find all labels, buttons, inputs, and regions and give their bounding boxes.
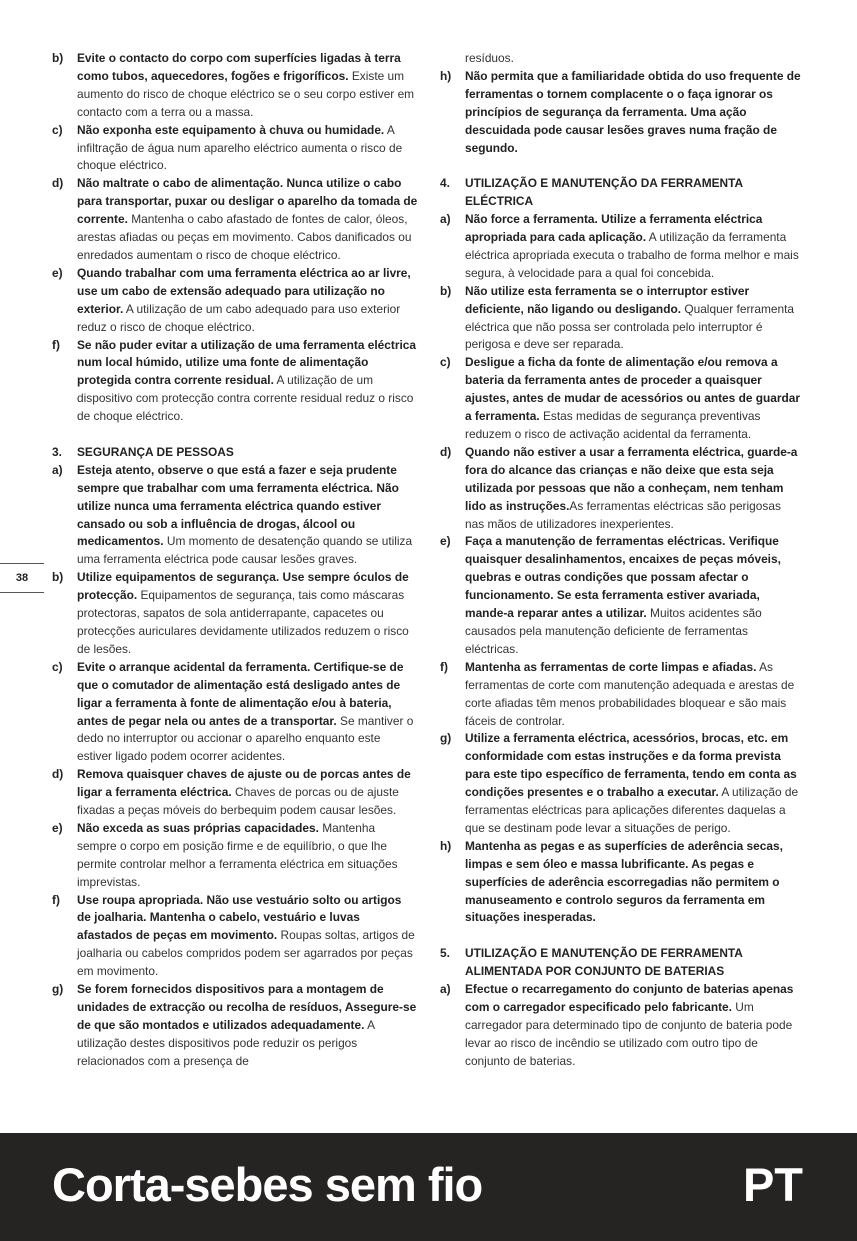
list-item: [52, 50, 418, 122]
item-bold-text: Se forem fornecidos dispositivos para a montagem de unidades de extracção ou recolha de resíduos, Assegure-se de que são montados e utilizados adequadamente.: [77, 982, 417, 1032]
item-label: d): [52, 767, 64, 782]
item-bold-text: Evite o contacto do corpo com superfícies ligadas à terra como tubos, aquecedores, fogões e frigoríficos.: [77, 51, 401, 83]
item-label: [440, 50, 465, 68]
right-column: [440, 50, 802, 1071]
section-gap: [440, 927, 802, 945]
item-text: [77, 981, 418, 1071]
item-bold-text: Não maltrate o cabo de alimentação. Nunca utilize o cabo para transportar, puxar ou desligar o aparelho da tomada de corrente.: [77, 176, 418, 227]
item-label: c): [52, 122, 63, 137]
list-item: [440, 68, 802, 158]
item-label: a): [440, 212, 451, 227]
item-label: f): [52, 892, 60, 907]
item-text: [465, 730, 802, 837]
item-bold-text: Esteja atento, observe o que está a fazer e seja prudente sempre que trabalhar com uma ferramenta eléctrica. Não utilize nunca uma ferramenta eléctrica quando estiver cansado ou sob a influência de drogas, álcool ou medicamentos.: [77, 462, 399, 549]
item-text: [465, 444, 802, 534]
item-body-text: Existe um aumento do risco de choque eléctrico se o seu corpo estiver em contacto com a terra ou a massa.: [77, 68, 415, 119]
item-text: [77, 892, 418, 982]
item-label: h): [440, 68, 452, 83]
list-item: [52, 337, 418, 427]
list-item: [52, 981, 418, 1071]
item-body-text: As ferramentas de corte com manutenção adequada e arestas de corte afiadas têm menos probabilidades bloquear e são mais fáceis de controlar.: [465, 659, 795, 728]
list-item: [52, 820, 418, 892]
item-text: [77, 659, 418, 766]
item-body-text: resíduos.: [465, 51, 514, 65]
section-title: SEGURANÇA DE PESSOAS: [77, 444, 234, 459]
item-bold-text: Use roupa apropriada. Não use vestuário solto ou artigos de joalharia. Mantenha o cabelo, vestuário e luvas afastados de peças em movimento.: [77, 892, 402, 943]
section-number: 4.: [440, 176, 450, 191]
item-label: a): [52, 462, 63, 477]
item-bold-text: Desligue a ficha da fonte de alimentação e/ou remova a bateria da ferramenta antes de proceder a quaisquer ajustes, antes de mudar de acessórios ou antes de guardar a ferramenta.: [465, 355, 801, 424]
section-gap: [440, 157, 802, 175]
list-item: [440, 533, 802, 658]
item-text: [465, 50, 802, 68]
item-bold-text: Se não puder evitar a utilização de uma ferramenta eléctrica num local húmido, utilize uma fonte de alimentação protegida contra corrente residual.: [77, 337, 417, 388]
list-item: [52, 766, 418, 820]
document-title: Corta-sebes sem fio: [52, 1158, 483, 1211]
item-label: c): [52, 659, 63, 674]
item-text: [465, 211, 802, 283]
item-text: [77, 569, 418, 659]
item-text: [77, 175, 418, 265]
item-bold-text: Efectue o recarregamento do conjunto de baterias apenas com o carregador especificado pelo fabricante.: [465, 982, 794, 1014]
item-label: h): [440, 838, 452, 853]
section-number: 5.: [440, 946, 450, 961]
item-body-text: Se mantiver o dedo no interruptor ou accionar o aparelho enquanto este estiver ligado podem ocorrer acidentes.: [77, 713, 414, 764]
item-label: d): [440, 444, 452, 459]
section-number: 3.: [52, 444, 62, 459]
item-bold-text: Mantenha as ferramentas de corte limpas e afiadas.: [465, 659, 757, 674]
item-body-text: Estas medidas de segurança preventivas reduzem o risco de activação acidental da ferramenta.: [465, 409, 761, 442]
item-bold-text: Faça a manutenção de ferramentas eléctricas. Verifique quaisquer desalinhamentos, encaixes de peças móveis, quebras e outras condições que possam afectar o funcionamento. Se esta ferramenta estiver avariada, mande-a reparar antes a utilizar.: [465, 534, 781, 621]
item-body-text: Um momento de desatenção quando se utiliza uma ferramenta eléctrica pode causar lesões graves.: [77, 534, 413, 567]
item-text: [465, 659, 802, 731]
item-body-text: Um carregador para determinado tipo de conjunto de bateria pode levar ao risco de incêndio se utilizado com outro tipo de conjunto de baterias.: [465, 1000, 793, 1068]
list-item: [52, 265, 418, 337]
item-body-text: Mantenha sempre o corpo em posição firme e de equilíbrio, o que lhe permite controlar melhor a ferramenta eléctrica em situações imprevistas.: [77, 820, 398, 889]
item-bold-text: Evite o arranque acidental da ferramenta. Certifique-se de que o comutador de alimentação está desligado antes de ligar a ferramenta à fonte de alimentação e/ou à bateria, antes de pegar nela ou antes de a transportar.: [77, 659, 404, 728]
item-bold-text: Quando trabalhar com uma ferramenta eléctrica ao ar livre, use um cabo de extensão adequado para utilização no exterior.: [77, 265, 411, 316]
list-item: [440, 50, 802, 68]
item-label: g): [52, 982, 64, 997]
item-body-text: Equipamentos de segurança, tais como máscaras protectoras, sapatos de sola antiderrapante, capacetes ou protecções auriculares devidamente utilizados reduzem o risco de lesões.: [77, 588, 409, 656]
list-item: [52, 892, 418, 982]
item-text: [77, 766, 418, 820]
item-text: [77, 265, 418, 337]
item-text: [77, 462, 418, 569]
item-text: [77, 50, 418, 122]
left-column: [52, 50, 418, 1071]
item-label: e): [52, 265, 63, 280]
item-body-text: Qualquer ferramenta eléctrica que não possa ser controlada pelo interruptor é perigosa e deve ser reparada.: [465, 301, 795, 352]
item-body-text: Chaves de porcas ou de ajuste fixadas a peças móveis do berbequim podem causar lesões.: [77, 785, 399, 818]
item-body-text: Muitos acidentes são causados pela manutenção deficiente de ferramentas eléctricas.: [465, 606, 762, 656]
section-title: UTILIZAÇÃO E MANUTENÇÃO DE FERRAMENTA ALIMENTADA POR CONJUNTO DE BATERIAS: [465, 946, 743, 979]
item-label: b): [52, 51, 64, 65]
item-body-text: A utilização de um cabo adequado para uso exterior reduz o risco de choque eléctrico.: [77, 301, 401, 334]
list-item: [440, 838, 802, 928]
item-bold-text: Não utilize esta ferramenta se o interruptor estiver deficiente, não ligando ou desligando.: [465, 283, 750, 316]
item-bold-text: Não permita que a familiaridade obtida do uso frequente de ferramentas o tornem complacente o o faça ignorar os princípios de segurança da ferramenta. Uma ação descuidada pode causar lesões graves numa fração de segundo.: [465, 68, 801, 155]
item-body-text: A utilização de ferramentas eléctricas para aplicações diferentes daquelas a que se destinam pode levar a situações de perigo.: [465, 785, 799, 835]
item-text: [77, 122, 418, 176]
item-text: [77, 820, 418, 892]
item-bold-text: Remova quaisquer chaves de ajuste ou de porcas antes de ligar a ferramenta eléctrica.: [77, 767, 411, 800]
item-bold-text: Mantenha as pegas e as superfícies de aderência secas, limpas e sem óleo e massa lubrificante. As pegas e superfícies de aderência escorregadias não permitem o manuseamento e controlo seguros da ferramenta em situações inesperadas.: [465, 838, 783, 925]
item-body-text: Mantenha o cabo afastado de fontes de calor, óleos, arestas afiadas ou peças em movimento. Cabos danificados ou enredados aumentam o risco de choque eléctrico.: [77, 212, 412, 262]
page-number: 38: [0, 563, 44, 593]
section-title: UTILIZAÇÃO E MANUTENÇÃO DA FERRAMENTA ELÉCTRICA: [465, 176, 743, 209]
item-text: [465, 283, 802, 355]
item-text: [465, 981, 802, 1071]
item-label: b): [52, 570, 64, 585]
item-text: [465, 354, 802, 444]
item-body-text: A utilização destes dispositivos pode reduzir os perigos relacionados com a presença de: [77, 1017, 375, 1068]
section-gap: [52, 426, 418, 444]
item-label: g): [440, 731, 452, 746]
item-label: d): [52, 176, 64, 191]
list-item: [440, 211, 802, 283]
item-bold-text: Não exponha este equipamento à chuva ou humidade.: [77, 122, 385, 137]
item-body-text: Roupas soltas, artigos de joalharia ou cabelos compridos podem ser agarrados por peças em movimento.: [77, 928, 415, 979]
item-body-text: A infiltração de água num aparelho eléctrico aumenta o risco de choque eléctrico.: [77, 122, 403, 173]
list-item: [440, 659, 802, 731]
item-body-text: A utilização da ferramenta eléctrica apropriada executa o trabalho de forma melhor e mais segura, à velocidade para a qual foi concebida.: [465, 230, 799, 280]
list-item: [52, 569, 418, 659]
item-body-text: As ferramentas eléctricas são perigosas nas mãos de utilizadores inexperientes.: [465, 498, 781, 531]
list-item: [52, 659, 418, 766]
item-label: f): [440, 659, 448, 674]
item-bold-text: Utilize a ferramenta eléctrica, acessórios, brocas, etc. em conformidade com estas instruções e da forma prevista para este tipo específico de ferramenta, tendo em conta as condições presentes e o trabalho a executar.: [465, 731, 797, 800]
section-heading: [440, 945, 802, 981]
item-body-text: A utilização de um dispositivo com protecção contra corrente residual reduz o risco de choque eléctrico.: [77, 373, 414, 424]
section-heading: [440, 175, 802, 211]
item-text: [465, 533, 802, 658]
item-bold-text: Não force a ferramenta. Utilize a ferramenta eléctrica apropriada para cada aplicação.: [465, 212, 763, 245]
item-label: c): [440, 355, 451, 370]
item-label: e): [52, 820, 63, 835]
item-text: [465, 68, 802, 158]
item-label: e): [440, 534, 451, 549]
item-text: [77, 337, 418, 427]
item-label: b): [440, 283, 452, 298]
list-item: [440, 981, 802, 1071]
footer-bar: [0, 1133, 857, 1241]
language-code: PT: [742, 1158, 803, 1211]
item-bold-text: Quando não estiver a usar a ferramenta eléctrica, guarde-a fora do alcance das crianças e não deixe que esta seja utilizada por pessoas que não a conheçam, nem tenham lido as instruções.: [465, 444, 798, 513]
list-item: [52, 462, 418, 569]
list-item: [440, 354, 802, 444]
item-text: [465, 838, 802, 928]
item-label: f): [52, 337, 60, 352]
list-item: [52, 175, 418, 265]
item-label: a): [440, 982, 451, 997]
item-bold-text: Utilize equipamentos de segurança. Use sempre óculos de protecção.: [77, 570, 409, 603]
section-heading: [52, 444, 418, 462]
item-bold-text: Não exceda as suas próprias capacidades.: [77, 820, 319, 835]
list-item: [440, 730, 802, 837]
list-item: [52, 122, 418, 176]
list-item: [440, 444, 802, 534]
list-item: [440, 283, 802, 355]
